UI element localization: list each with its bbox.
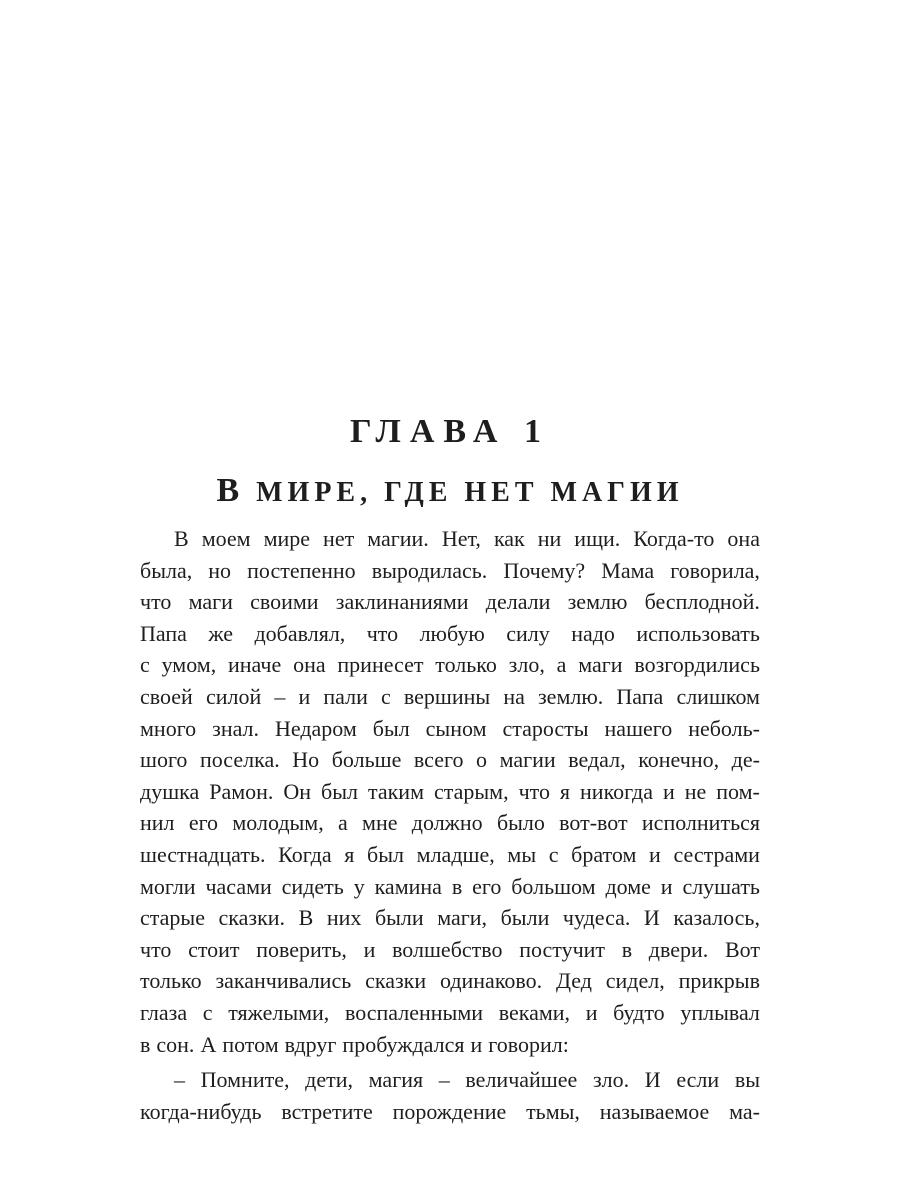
text-line [140,681,760,713]
word: поверить, [256,936,347,962]
word: она [293,652,326,678]
chapter-title [0,472,900,512]
word: конечно, [638,747,720,773]
word: вот-вот [559,810,628,836]
word: Вот [724,936,760,962]
word: де- [731,747,760,773]
word: же [208,620,234,646]
word: ведал, [568,747,626,773]
word: и [649,841,661,867]
word: ни [537,526,562,551]
word: казалось, [673,905,760,931]
word: встретите [281,1098,373,1124]
word: камина [374,873,442,899]
word: сестрами [673,841,760,867]
chapter-title-rest: МИРЕ, ГДЕ НЕТ МАГИИ [244,477,684,508]
word: прикрыв [678,968,760,994]
word: у [353,873,365,899]
word: мы [507,841,537,867]
word: сыном [425,715,487,741]
word: чудеса. [562,905,631,931]
word: Когда-то [633,526,715,551]
word: пали [323,683,368,709]
word: называемое [599,1098,710,1124]
word: поселка. [199,747,280,773]
word: вдруг [284,1031,337,1057]
text-line [140,839,760,871]
word: была, [140,557,193,583]
word: таким [367,778,424,804]
word: вершины [403,683,491,709]
word: В [174,526,189,551]
word: заклинаниями [335,589,469,615]
word: с [548,841,559,867]
word: и [663,778,675,804]
word: и [470,1031,483,1057]
word: говорил: [488,1031,569,1057]
word: молодым, [232,810,324,836]
word: ищи. [574,526,621,551]
word: что [140,936,172,962]
word: маги [578,652,623,678]
word: использовать [636,620,760,646]
word: Папа [616,683,664,709]
word: братом [571,841,637,867]
word: землю [567,589,628,615]
word: когда-нибудь [140,1098,262,1124]
word: в [140,1031,151,1057]
word: Дед [555,968,592,994]
text-line [140,902,760,934]
word: – [174,1067,185,1093]
word: постепенно [247,557,356,583]
word: были [500,905,550,931]
word: старым, [433,778,509,804]
word: она [727,526,760,551]
text-line [140,1096,760,1128]
word: должно [411,810,483,836]
word: своей [140,683,193,709]
word: будто [613,999,665,1025]
word: что [366,620,399,646]
word: больше [331,747,402,773]
word: порождение [392,1098,507,1124]
word: слушать [682,873,760,899]
word: я [344,841,355,867]
word: своими [250,589,319,615]
body-text [140,523,760,1127]
word: только [435,652,497,678]
word: никогда [580,778,654,804]
text-line [140,618,760,650]
word: уплывал [680,999,760,1025]
word: и [660,873,673,899]
word: магии. [367,526,429,551]
word: – [438,1067,450,1093]
word: о [476,747,488,773]
word: было [496,810,545,836]
word: и [585,999,598,1025]
word: двери. [648,936,709,962]
text-line [140,807,760,839]
word: нет [323,526,355,551]
word: душка [140,778,200,804]
word: иначе [228,652,282,678]
word: магия [368,1067,424,1093]
word: ма- [729,1098,760,1124]
word: младше, [416,841,495,867]
word: добавлял, [254,620,346,646]
word: много [140,715,197,741]
word: величайшее [465,1067,578,1093]
word: с [381,683,391,709]
word: его [472,873,502,899]
word: надо [571,620,615,646]
word: принесет [337,652,424,678]
text-line [140,713,760,745]
word: пробуждался [342,1031,465,1057]
word: сказки. [218,905,286,931]
word: только [140,968,202,994]
word: одинаково. [439,968,543,994]
word: слишком [676,683,760,709]
word: Почему? [503,557,586,583]
word: заканчивались [215,968,352,994]
text-line [140,1029,760,1061]
word: Папа [140,620,187,646]
word: веками, [498,999,571,1025]
word: мире [263,526,311,551]
word: моем [201,526,251,551]
word: знал. [212,715,260,741]
text-line [140,523,760,555]
word: силой [205,683,262,709]
word: вы [734,1067,760,1093]
word: Мама [601,557,655,583]
word: глаза [140,999,188,1025]
text-line [140,586,760,618]
word: исполниться [641,810,760,836]
word: были [374,905,424,931]
word: я [559,778,571,804]
word: – [274,683,286,709]
text-line [140,997,760,1029]
text-line [140,555,760,587]
word: неболь- [688,715,760,741]
word: дети, [305,1067,353,1093]
word: потом [222,1031,279,1057]
word: сон. [156,1031,195,1057]
word: нашего [604,715,673,741]
word: них [326,905,362,931]
word: зло, [508,652,545,678]
word: силу [506,620,550,646]
chapter-title-initial: В [216,472,245,509]
word: сидел, [605,968,665,994]
word: И [644,1067,661,1093]
word: Он [283,778,312,804]
word: И [643,905,660,931]
word: Недаром [274,715,357,741]
word: делали [485,589,551,615]
word: Когда [278,841,332,867]
word: часами [205,873,272,899]
text-line [140,965,760,997]
word: и [298,683,311,709]
word: шестнадцать. [140,841,266,867]
word: выродилась. [371,557,488,583]
word: как [493,526,525,551]
word: тяжелыми, [228,999,330,1025]
word: бесплодной. [644,589,760,615]
word: старосты [502,715,589,741]
word: на [503,683,525,709]
word: если [676,1067,720,1093]
word: был [372,715,410,741]
word: в [451,873,463,899]
word: постучит [519,936,606,962]
word: Рамон. [209,778,274,804]
word: с [202,999,213,1025]
text-line [140,1064,760,1096]
word: старые [140,905,205,931]
word: мне [362,810,398,836]
text-line [140,871,760,903]
word: говорила, [670,557,760,583]
word: зло. [592,1067,630,1093]
word: что [140,589,172,615]
word: маги, [437,905,488,931]
word: и [363,936,376,962]
word: сказки [365,968,427,994]
word: землю. [537,683,604,709]
word: был [367,841,404,867]
chapter-number: ГЛАВА 1 [350,413,550,450]
word: маги [188,589,233,615]
word: А [200,1031,217,1057]
word: стоит [188,936,240,962]
word: возгордились [634,652,760,678]
word: Нет, [441,526,481,551]
word: могли [140,873,196,899]
word: но [208,557,232,583]
word: нил [140,810,175,836]
word: любую [419,620,485,646]
word: а [556,652,567,678]
word: а [338,810,348,836]
word: был [321,778,358,804]
word: не [684,778,707,804]
word: что [518,778,550,804]
word: тьмы, [526,1098,580,1124]
word: Помните, [200,1067,290,1093]
word: сидеть [281,873,344,899]
word: с [140,652,150,678]
word: умом, [161,652,217,678]
word: пом- [716,778,760,804]
word: большом [511,873,596,899]
word: его [188,810,219,836]
word: доме [605,873,651,899]
word: шого [140,747,188,773]
word: В [298,905,314,931]
text-line [140,744,760,776]
word: воспаленными [344,999,484,1025]
word: Но [292,747,320,773]
word: всего [413,747,464,773]
text-line [140,649,760,681]
word: в [621,936,633,962]
text-line [140,776,760,808]
word: волшебство [392,936,503,962]
text-line [140,934,760,966]
word: магии [499,747,556,773]
